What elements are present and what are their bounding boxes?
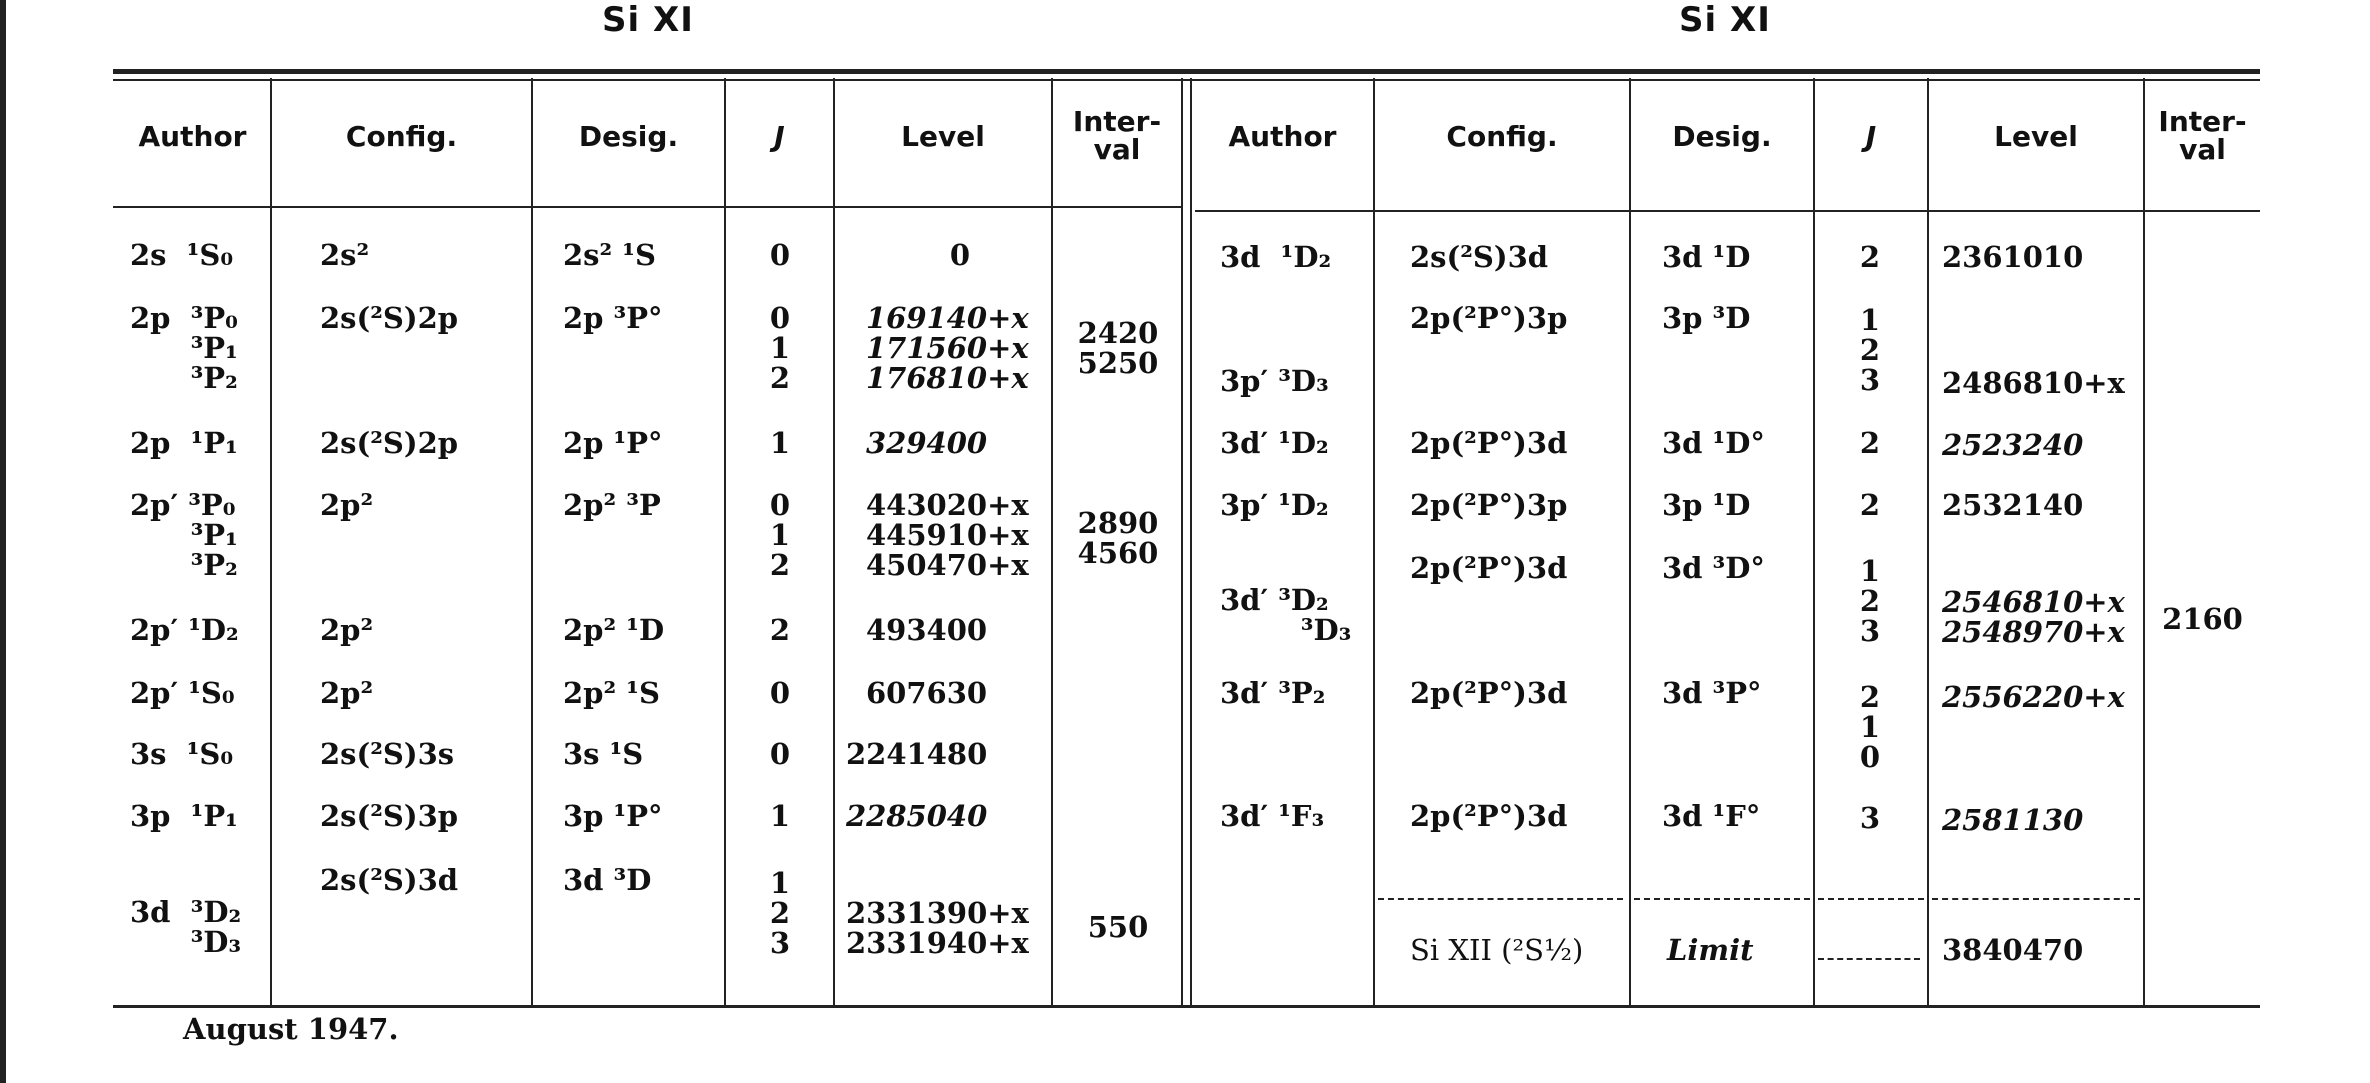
cell-config: 2s² <box>320 238 370 272</box>
header-interval-right: Inter- val <box>2158 105 2247 166</box>
col-divider <box>1813 78 1815 1005</box>
cell-author: 3d′ ¹D₂ <box>1220 426 1329 460</box>
col-divider <box>833 78 835 1005</box>
header-rule-left <box>113 206 1183 208</box>
cell-j: 3 <box>1859 801 1881 835</box>
header-config-right: Config. <box>1446 120 1558 153</box>
cell-desig: 2p² ³P <box>563 488 661 522</box>
cell-config: 2p(²P°)3p <box>1410 488 1568 522</box>
col-divider <box>1051 78 1053 1005</box>
cell-desig: 2p² ¹S <box>563 676 660 710</box>
cell-interval: 2890 4560 <box>1077 506 1159 570</box>
center-divider <box>1181 78 1183 1005</box>
cell-desig: 3s ¹S <box>563 737 644 771</box>
cell-level: 2581130 <box>1942 803 2084 837</box>
cell-desig: 3d ¹D <box>1662 240 1751 274</box>
limit-separator <box>1932 898 2140 900</box>
cell-j: 0 1 2 <box>769 301 791 395</box>
cell-level: 169140+x 171560+x 176810+x <box>866 301 1029 395</box>
cell-level: 2285040 <box>846 799 988 833</box>
cell-j: 1 2 3 <box>769 866 791 960</box>
cell-j: 0 <box>769 676 791 710</box>
cell-desig: 3d ¹D° <box>1662 426 1765 460</box>
cell-author: 3s ¹S₀ <box>130 737 234 771</box>
limit-j-dash <box>1818 958 1920 960</box>
cell-config: 2p² <box>320 488 374 522</box>
cell-level: 2361010 <box>1942 240 2084 274</box>
cell-config: 2s(²S)3d <box>320 863 459 897</box>
header-author: Author <box>138 120 247 153</box>
cell-level: 2523240 <box>1942 428 2084 462</box>
header-level-right: Level <box>1994 120 2078 153</box>
header-desig: Desig. <box>578 120 679 153</box>
header-config: Config. <box>345 120 458 153</box>
cell-author: 3p′ ³D₃ <box>1220 364 1329 398</box>
cell-config: 2p² <box>320 676 374 710</box>
cell-desig: 3d ¹F° <box>1662 799 1761 833</box>
cell-interval: 2420 5250 <box>1077 316 1159 380</box>
cell-level: 329400 <box>866 426 988 460</box>
cell-author: 2p′ ³P₀ ³P₁ ³P₂ <box>130 488 238 582</box>
cell-config: 2p(²P°)3p <box>1410 301 1568 335</box>
cell-j: 1 2 3 <box>1859 303 1881 397</box>
cell-author: 3p′ ¹D₂ <box>1220 488 1329 522</box>
header-rule-right <box>1195 210 2260 212</box>
bottom-rule <box>113 1005 2260 1008</box>
cell-j: 2 <box>769 613 791 647</box>
limit-separator <box>1378 898 1623 900</box>
limit-separator <box>1818 898 1924 900</box>
cell-config: 2s(²S)3d <box>1410 240 1549 274</box>
cell-author: 2p′ ¹D₂ <box>130 613 239 647</box>
cell-author: 3d′ ³P₂ <box>1220 676 1326 710</box>
cell-j: 2 <box>1859 240 1881 274</box>
cell-j: 0 <box>769 737 791 771</box>
cell-desig: 3d ³D <box>563 863 652 897</box>
cell-j: 1 <box>769 799 791 833</box>
footer-date: August 1947. <box>183 1012 399 1046</box>
cell-desig: 2s² ¹S <box>563 238 656 272</box>
header-j-right: J <box>1865 120 1877 153</box>
cell-level: 2532140 <box>1942 488 2084 522</box>
cell-config: 2p(²P°)3d <box>1410 676 1568 710</box>
header-j: J <box>774 120 785 153</box>
cell-level: 493400 <box>866 613 988 647</box>
cell-desig: 3d ³P° <box>1662 676 1762 710</box>
cell-j: 2 <box>1859 488 1881 522</box>
right-table-title: Si XI <box>1679 0 1771 40</box>
center-divider <box>1190 78 1192 1005</box>
page-edge <box>0 0 6 1083</box>
col-divider <box>531 78 533 1005</box>
cell-desig: 2p ³P° <box>563 301 663 335</box>
cell-author: 2p ¹P₁ <box>130 426 238 460</box>
top-rule-thick <box>113 69 2260 74</box>
cell-config: 2p(²P°)3d <box>1410 551 1568 585</box>
cell-desig: 2p² ¹D <box>563 613 665 647</box>
cell-interval: 2160 <box>2162 602 2243 636</box>
header-interval: Inter- val <box>1072 105 1162 166</box>
cell-level: 2556220+x <box>1942 680 2125 714</box>
limit-separator <box>1634 898 1810 900</box>
col-divider <box>1927 78 1929 1005</box>
cell-author: 3d′ ³D₂ ³D₃ <box>1220 583 1352 647</box>
col-divider <box>2143 78 2145 1005</box>
cell-level: 0 <box>949 238 971 272</box>
cell-config: 2s(²S)2p <box>320 426 459 460</box>
header-desig-right: Desig. <box>1672 120 1772 153</box>
cell-author: 2s ¹S₀ <box>130 238 234 272</box>
cell-author: 3d ¹D₂ <box>1220 240 1332 274</box>
left-table-title: Si XI <box>602 0 694 40</box>
cell-j: 2 <box>1859 426 1881 460</box>
col-divider <box>1373 78 1375 1005</box>
cell-level: 443020+x 445910+x 450470+x <box>866 488 1029 582</box>
cell-config: 2s(²S)3s <box>320 737 455 771</box>
cell-j: 2 1 0 <box>1859 680 1881 774</box>
cell-j: 0 <box>769 238 791 272</box>
top-rule-thin <box>113 79 2260 81</box>
cell-config: 2s(²S)2p <box>320 301 459 335</box>
cell-author: 2p′ ¹S₀ <box>130 676 235 710</box>
col-divider <box>270 78 272 1005</box>
cell-config: 2s(²S)3p <box>320 799 459 833</box>
limit-config: Si XII (²S½) <box>1410 933 1584 967</box>
cell-author: 3d′ ¹F₃ <box>1220 799 1325 833</box>
header-author-right: Author <box>1228 120 1337 153</box>
cell-desig: 3p ¹D <box>1662 488 1751 522</box>
cell-desig: 2p ¹P° <box>563 426 663 460</box>
cell-config: 2p² <box>320 613 374 647</box>
cell-desig: 3p ¹P° <box>563 799 663 833</box>
cell-level: 2486810+x <box>1942 366 2125 400</box>
cell-interval: 550 <box>1087 910 1149 944</box>
limit-desig: Limit <box>1667 933 1754 967</box>
cell-level: 607630 <box>866 676 988 710</box>
limit-level: 3840470 <box>1942 933 2084 967</box>
cell-desig: 3d ³D° <box>1662 551 1765 585</box>
cell-config: 2p(²P°)3d <box>1410 799 1568 833</box>
cell-level: 2241480 <box>846 737 988 771</box>
col-divider <box>724 78 726 1005</box>
col-divider <box>1629 78 1631 1005</box>
cell-level: 2331390+x 2331940+x <box>846 896 1029 960</box>
cell-config: 2p(²P°)3d <box>1410 426 1568 460</box>
cell-desig: 3p ³D <box>1662 301 1751 335</box>
header-level: Level <box>901 120 985 153</box>
cell-author: 2p ³P₀ ³P₁ ³P₂ <box>130 301 238 395</box>
cell-j: 0 1 2 <box>769 488 791 582</box>
cell-author: 3d ³D₂ ³D₃ <box>130 895 242 959</box>
cell-j: 1 2 3 <box>1859 554 1881 648</box>
cell-author: 3p ¹P₁ <box>130 799 238 833</box>
cell-level: 2546810+x 2548970+x <box>1942 585 2125 649</box>
cell-j: 1 <box>769 426 791 460</box>
